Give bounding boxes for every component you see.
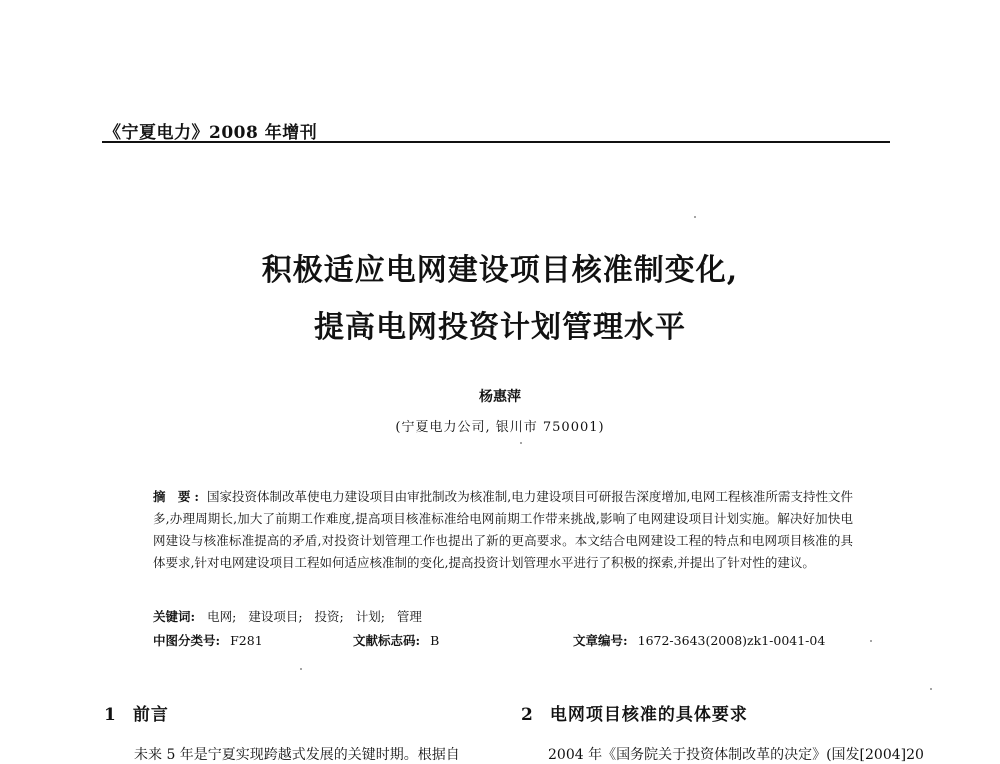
scan-speck: [870, 640, 872, 642]
header-rule: [102, 141, 890, 143]
article-number-label: 文章编号:: [573, 633, 628, 648]
section-number: 1: [104, 705, 117, 725]
article-number: [573, 631, 825, 649]
article-number-value: 1672-3643(2008)zk1-0041-04: [637, 633, 826, 648]
section-heading-2: [521, 700, 748, 725]
document-code-label: 文献标志码:: [353, 633, 421, 648]
scan-speck: [930, 688, 932, 690]
keyword-item: 投资;: [314, 609, 344, 624]
keyword-item: 管理: [396, 609, 422, 624]
keywords-label: 关键词:: [153, 609, 196, 624]
abstract-label: 摘 要:: [153, 489, 203, 504]
document-code: [353, 631, 439, 649]
section-title: 前言: [132, 705, 169, 725]
keyword-item: 电网;: [207, 609, 237, 624]
keyword-item: 建设项目;: [248, 609, 303, 624]
keyword-item: 计划;: [355, 609, 385, 624]
clc-label: 中图分类号:: [153, 633, 221, 648]
scan-speck: [694, 216, 696, 218]
article-title-line-1: 积极适应电网建设项目核准制变化,: [261, 253, 739, 288]
section-heading-1: [104, 700, 169, 725]
clc-value: F281: [230, 633, 263, 648]
author-name: 杨惠萍: [479, 389, 521, 405]
section-2-first-line: 2004 年《国务院关于投资体制改革的决定》(国发[2004]20: [548, 747, 924, 763]
scan-speck: [520, 442, 522, 444]
section-title: 电网项目核准的具体要求: [549, 705, 748, 725]
section-1-first-line: 未来 5 年是宁夏实现跨越式发展的关键时期。根据自: [134, 747, 460, 763]
journal-header: 《宁夏电力》2008 年增刊: [104, 123, 318, 143]
author-affiliation: (宁夏电力公司, 银川市 750001): [395, 420, 605, 435]
article-title-line-2: 提高电网投资计划管理水平: [314, 310, 686, 345]
keywords-row: [153, 607, 422, 625]
clc-code: [153, 631, 263, 649]
document-code-value: B: [430, 633, 440, 648]
section-number: 2: [521, 705, 534, 725]
scan-speck: [300, 668, 302, 670]
abstract-text: 国家投资体制改革使电力建设项目由审批制改为核准制,电力建设项目可研报告深度增加,电网工程核准所需支持性文件多,办理周期长,加大了前期工作难度,提高项目核准标准给电网前期工作带来挑战,影响了电网建设项目计划实施。解决好加快电网建设与核准标准提高的矛盾,对投资计划管理工作也提出了新的更高要求。本文结合电网建设工程的特点和电网项目核准的具体要求,针对电网建设项目工程如何适应核准制的变化,提高投资计划管理水平进行了积极的探索,并提出了针对性的建议。: [153, 489, 853, 570]
abstract: [153, 486, 853, 574]
classification-row: [153, 631, 853, 653]
